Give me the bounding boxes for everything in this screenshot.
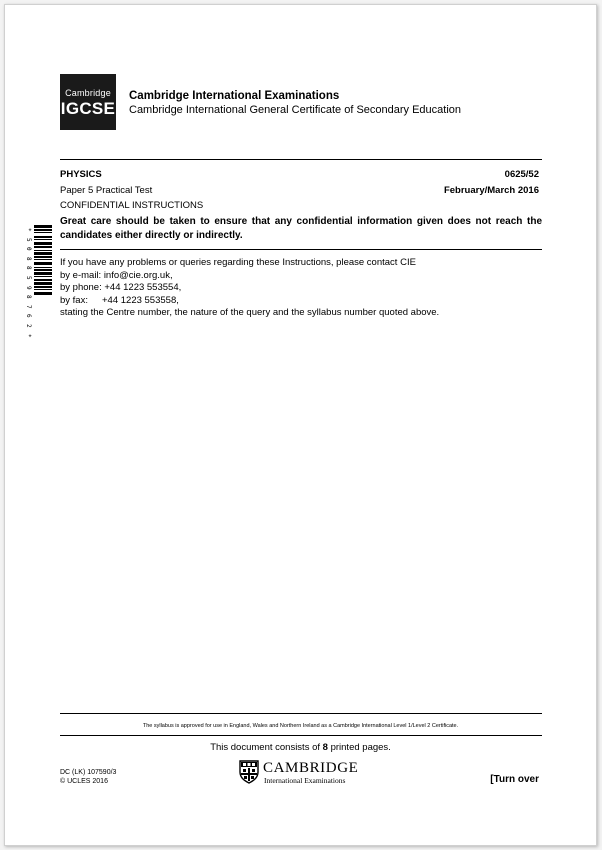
barcode-digit: * (24, 333, 32, 338)
barcode-bar (34, 232, 52, 233)
logo-line-2: IGCSE (60, 99, 116, 118)
barcode-bar (34, 269, 52, 271)
copyright: © UCLES 2016 (60, 778, 108, 785)
paper-name: Paper 5 Practical Test (60, 185, 153, 196)
cambridge-crest-icon (239, 760, 259, 784)
barcode-bar (34, 259, 52, 260)
document-page (4, 4, 597, 846)
barcode-digit: 2 (24, 323, 32, 328)
barcode-digit: 8 (24, 256, 32, 261)
contact-block (60, 257, 439, 320)
turn-over: [Turn over (490, 774, 539, 785)
cambridge-wordmark-sub: International Examinations (264, 776, 346, 785)
barcode-bar (34, 236, 52, 238)
dc-code: DC (LK) 107590/3 (60, 769, 117, 776)
footer-rule-bottom (60, 735, 542, 736)
confidentiality-warning: Great care should be taken to ensure that any confidential information given does not reach the candidates either directly or indirectly. (60, 216, 542, 241)
contact-phone: by phone: +44 1223 553554, (60, 282, 182, 293)
barcode-digit: 5 (24, 237, 32, 242)
barcode-digit: * (24, 227, 32, 232)
barcode-bar (34, 276, 52, 277)
page-count-post: printed pages. (327, 742, 391, 753)
footer-rule-top (60, 713, 542, 714)
barcode-bar (34, 246, 52, 248)
cambridge-igcse-logo (60, 74, 116, 130)
confidential-heading: CONFIDENTIAL INSTRUCTIONS (60, 200, 204, 211)
page-count-number: 8 (322, 742, 328, 753)
contact-email: by e-mail: info@cie.org.uk, (60, 269, 173, 281)
header-subtitle: Cambridge International General Certificate of Secondary Education (129, 104, 462, 116)
barcode-digit: 7 (24, 304, 32, 309)
barcode-bar (34, 282, 52, 285)
barcode-bar (34, 239, 52, 240)
page-count (5, 742, 596, 753)
barcode-bar (34, 289, 52, 290)
fax-label: by fax: (60, 294, 88, 306)
header-organisation: Cambridge International Examinations (129, 90, 340, 102)
logo-line-1: Cambridge (65, 88, 111, 98)
document-codes (60, 768, 116, 786)
barcode-digit: 5 (24, 275, 32, 280)
barcode-digit: 8 (24, 295, 32, 299)
fax-value: +44 1223 553558, (102, 294, 179, 306)
barcode-bar (34, 272, 52, 275)
contact-fax (60, 295, 439, 308)
contact-note: stating the Centre number, the nature of the query and the syllabus number quoted above. (60, 307, 440, 318)
barcode-digits (24, 225, 32, 340)
barcode-digit: 9 (24, 285, 32, 290)
barcode-bar (34, 256, 52, 258)
barcode (24, 225, 52, 350)
barcode-digit: 0 (24, 247, 32, 251)
paper-code: 0625/52 (504, 169, 539, 180)
barcode-bar (34, 292, 52, 295)
exam-session: February/March 2016 (443, 185, 539, 196)
barcode-bar (34, 242, 52, 245)
cambridge-wordmark: CAMBRIDGE (263, 760, 359, 776)
contact-intro: If you have any problems or queries regarding these Instructions, please contact CIE (60, 257, 416, 268)
barcode-digit: 6 (24, 314, 32, 318)
barcode-bar (34, 252, 52, 255)
subject-title: PHYSICS (60, 169, 102, 180)
barcode-bar (34, 267, 52, 268)
barcode-bar (34, 225, 52, 228)
barcode-bar (34, 286, 52, 288)
top-rule (60, 159, 542, 160)
barcode-bar (34, 229, 52, 231)
syllabus-approval: The syllabus is approved for use in England, Wales and Northern Ireland as a Cambridge International Level 1/Level 2 Certificate. (142, 723, 459, 729)
page-count-pre: This document consists of (210, 742, 323, 753)
barcode-bar (34, 250, 52, 251)
mid-rule (60, 249, 542, 250)
barcode-bar (34, 279, 52, 281)
barcode-bar (34, 262, 52, 265)
barcode-digit: 8 (24, 266, 32, 270)
